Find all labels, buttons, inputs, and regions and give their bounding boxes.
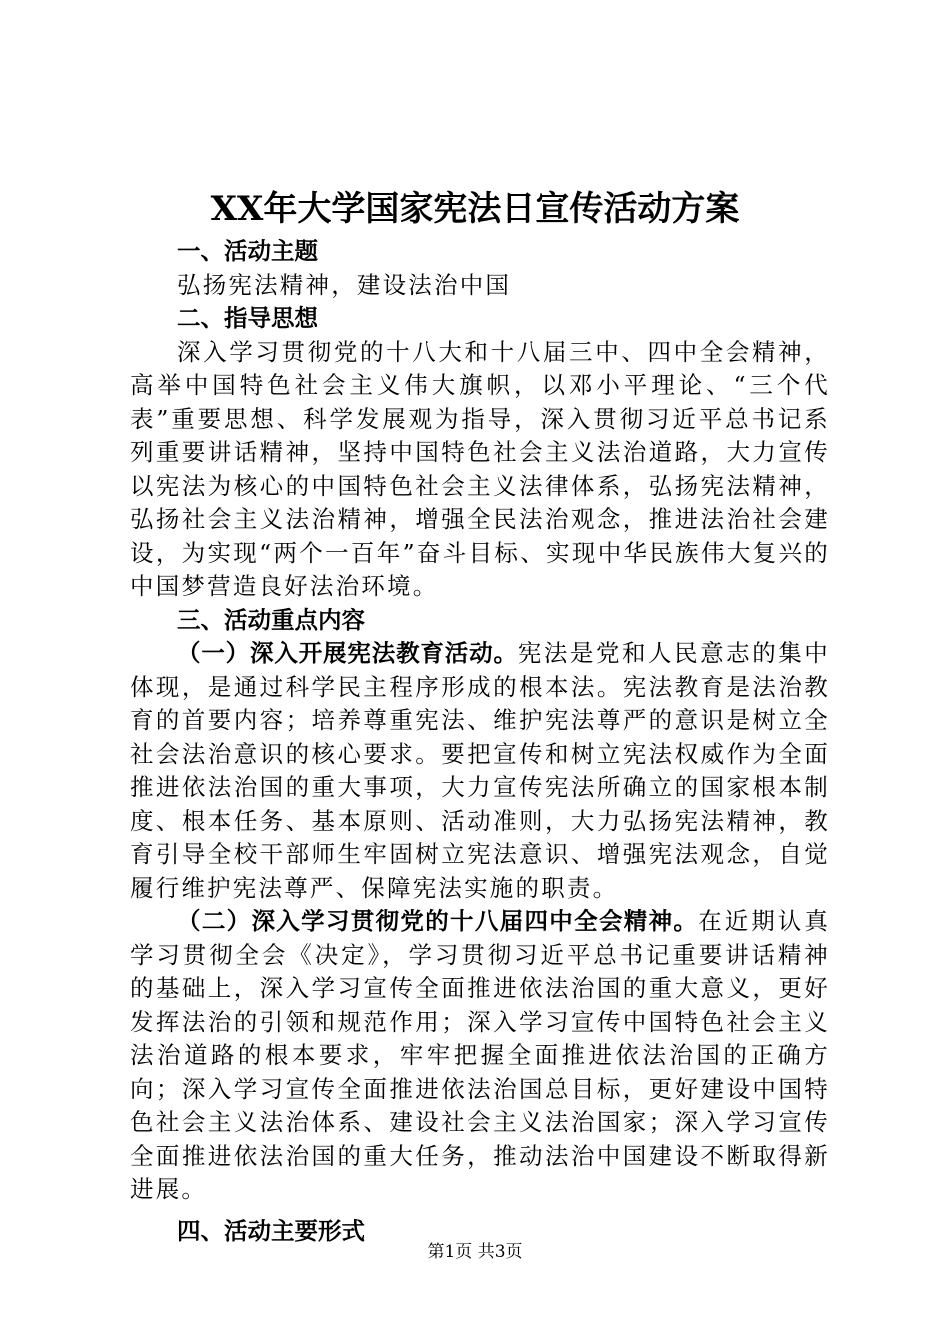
key-content-item-2-text: 在近期认真学习贯彻全会《决定》，学习贯彻习近平总书记重要讲话精神的基础上，深入学习宣传全面推进依法治国的重大意义，更好发挥法治的引领和规范作用；深入学习宣传中国特色社会主义法治道路的根本要求，牢牢把握全面推进依法治国的正确方向；深入学习宣传全面推进依法治国总目标，更好建设中国特色社会主义法治体系、建设社会主义法治国家；深入学习宣传全面推进依法治国的重大任务，推动法治中国建设不断取得新进展。	[130, 907, 831, 1203]
key-content-item-1	[130, 637, 830, 905]
key-content-item-1-lead: （一）深入开展宪法教育活动。	[177, 639, 518, 667]
key-content-item-1-text: 宪法是党和人民意志的集中体现，是通过科学民主程序形成的根本法。宪法教育是法治教育的首要内容；培养尊重宪法、维护宪法尊严的意识是树立全社会法治意识的核心要求。要把宣传和树立宪法权威作为全面推进依法治国的重大事项，大力宣传宪法所确立的国家根本制度、根本任务、基本原则、活动准则，大力弘扬宪法精神，教育引导全校干部师生牢固树立宪法意识、增强宪法观念，自觉履行维护宪法尊严、保障宪法实施的职责。	[130, 639, 830, 902]
section-heading-key-content: 三、活动重点内容	[177, 605, 365, 634]
document-title: XX年大学国家宪法日宣传活动方案	[210, 189, 740, 229]
section-heading-guiding-thought: 二、指导思想	[177, 304, 318, 332]
key-content-item-2	[130, 905, 830, 1207]
section-heading-activity-forms: 四、活动主要形式	[177, 1216, 365, 1245]
section-heading-theme: 一、活动主题	[177, 237, 318, 265]
key-content-item-2-lead: （二）深入学习贯彻党的十八届四中全会精神。	[177, 907, 699, 935]
page-footer: 第1页 共3页	[427, 1242, 523, 1262]
document-body	[130, 235, 830, 1248]
section-text-guiding-thought: 深入学习贯彻党的十八大和十八届三中、四中全会精神，高举中国特色社会主义伟大旗帜，以邓小平理论、“三个代表”重要思想、科学发展观为指导，深入贯彻习近平总书记系列重要讲话精神，坚持中国特色社会主义法治道路，大力宣传以宪法为核心的中国特色社会主义法律体系，弘扬宪法精神，弘扬社会主义法治精神，增强全民法治观念，推进法治社会建设，为实现“两个一百年”奋斗目标、实现中华民族伟大复兴的中国梦营造良好法治环境。	[130, 337, 830, 600]
section-text-theme: 弘扬宪法精神，建设法治中国	[177, 270, 512, 299]
